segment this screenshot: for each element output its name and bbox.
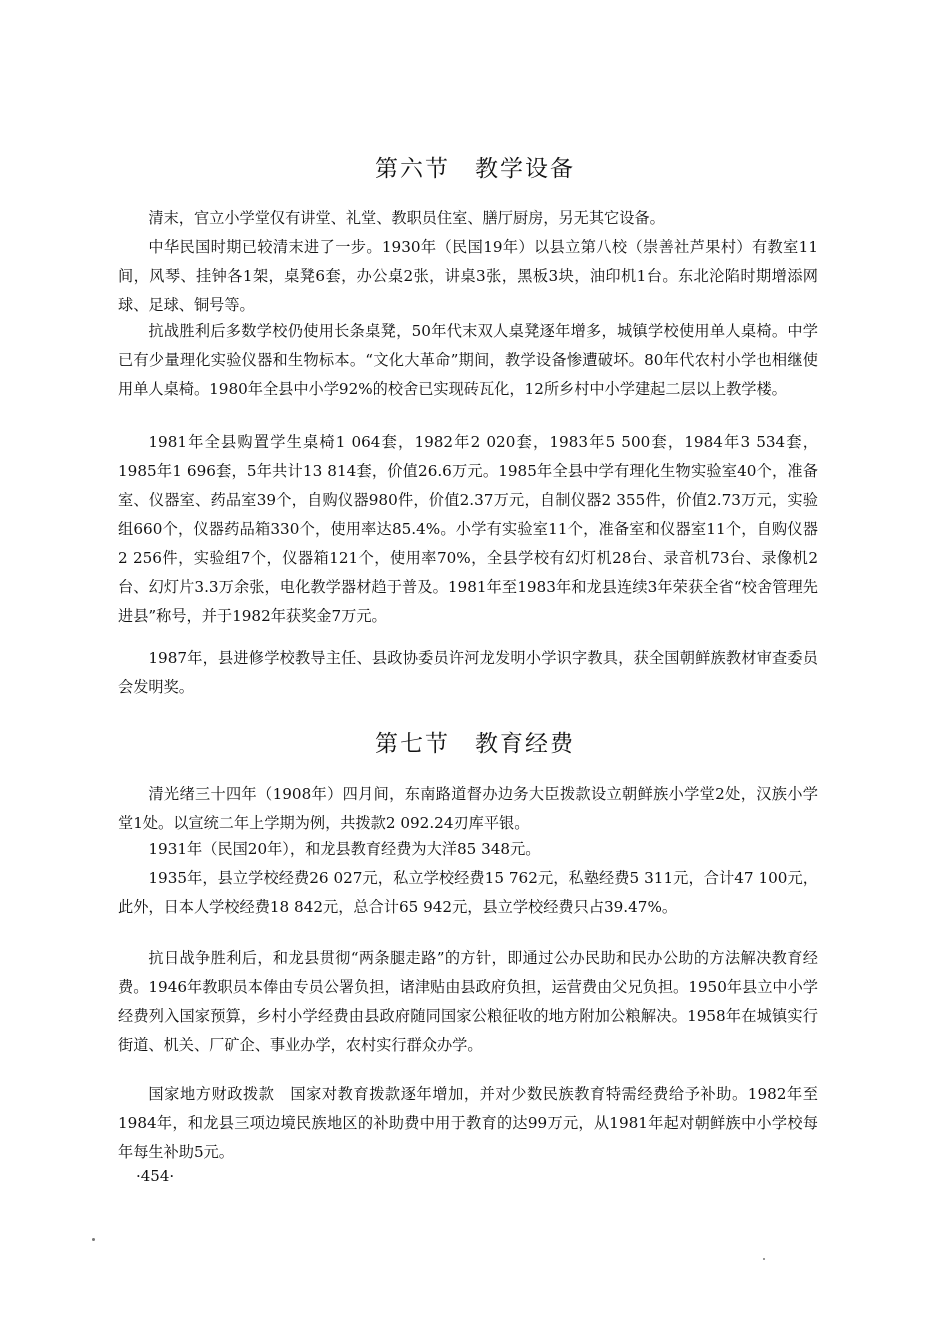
section-7-paragraph-5: 国家地方财政拨款 国家对教育拨款逐年增加，并对少数民族教育特需经费给予补助。1982年至1984年，和龙县三项边境民族地区的补助费中用于教育的达99万元，从1981年起对朝鲜族中小学校每年每生补助5元。 [118,1085,818,1161]
page-number: ·454· [136,1167,175,1185]
section-6-paragraph-4: 1981年全县购置学生桌椅1 064套，1982年2 020套，1983年5 500套，1984年3 534套，1985年1 696套，5年共计13 814套，价值26.6万元。1985年全县中学有理化生物实验室40个，准备室、仪器室、药品室39个，自购仪器980件，价值2.37万元，自制仪器2 355件，价值2.73万元，实验组660个，仪器药品箱330个，使用率达85.4%。小学有实验室11个，准备室和仪器室11个，自购仪器2 256件，实验组7个，仪器箱121个，使用率70%，全县学校有幻灯机28台、录音机73台、录像机2台、幻灯片3.3万余张，电化教学器材趋于普及。1981年至1983年和龙县连续3年荣获全省“校舍管理先进县”称号，并于1982年获奖金7万元。 [118,433,818,625]
section-7-title: 第七节 教育经费 [375,731,575,757]
section-6-paragraph-2: 中华民国时期已较清末进了一步。1930年（民国19年）以县立第八校（崇善社芦果村）有教室11间，风琴、挂钟各1架，桌凳6套，办公桌2张，讲桌3张，黑板3块，油印机1台。东北沦陷时期增添网球、足球、铜号等。 [118,238,818,314]
section-7-paragraph-1: 清光绪三十四年（1908年）四月间，东南路道督办边务大臣拨款设立朝鲜族小学堂2处，汉族小学堂1处。以宣统二年上学期为例，共拨款2 092.24刃库平银。 [118,785,818,832]
section-6-title: 第六节 教学设备 [375,156,575,182]
section-7-paragraph-2: 1931年（民国20年），和龙县教育经费为大洋85 348元。 [148,840,541,858]
scan-speck [763,1258,765,1260]
scan-speck [92,1238,95,1241]
section-6-paragraph-1: 清末，官立小学堂仅有讲堂、礼堂、教职员住室、膳厅厨房，另无其它设备。 [148,209,665,227]
section-7-paragraph-3: 1935年，县立学校经费26 027元，私立学校经费15 762元，私塾经费5 311元，合计47 100元，此外，日本人学校经费18 842元，总合计65 942元，县立学校经费只占39.47%。 [118,869,818,916]
section-7-paragraph-4: 抗日战争胜利后，和龙县贯彻“两条腿走路”的方针，即通过公办民助和民办公助的方法解决教育经费。1946年教职员本俸由专员公署负担，诸津贴由县政府负担，运营费由父兄负担。1950年县立中小学经费列入国家预算，乡村小学经费由县政府随同国家公粮征收的地方附加公粮解决。1958年在城镇实行街道、机关、厂矿企、事业办学，农村实行群众办学。 [118,949,818,1054]
section-6-paragraph-5: 1987年，县进修学校教导主任、县政协委员许河龙发明小学识字教具，获全国朝鲜族教材审查委员会发明奖。 [118,649,818,696]
section-6-paragraph-3: 抗战胜利后多数学校仍使用长条桌凳，50年代末双人桌凳逐年增多，城镇学校使用单人桌椅。中学已有少量理化实验仪器和生物标本。“文化大革命”期间，教学设备惨遭破坏。80年代农村小学也相继使用单人桌椅。1980年全县中小学92%的校舍已实现砖瓦化，12所乡村中小学建起二层以上教学楼。 [118,322,818,398]
